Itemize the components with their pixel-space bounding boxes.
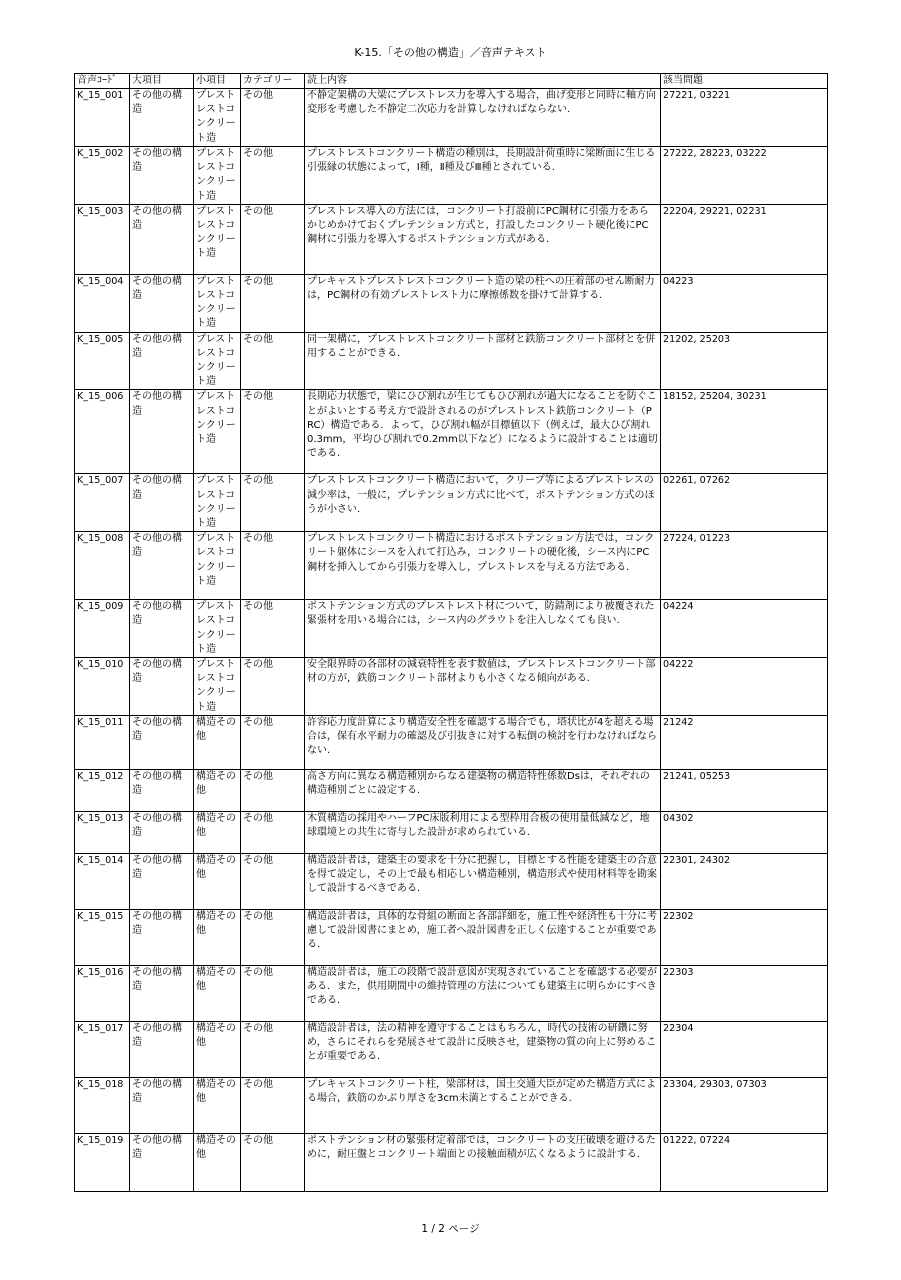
row-read-text: 許容応力度計算により構造安全性を確認する場合でも，塔状比が4を超える場合は，保有水平耐力の確認及び引抜きに対する転倒の検討を行わなければならない. [305, 715, 661, 769]
row-related-questions: 04223 [661, 274, 828, 332]
table-row [75, 965, 828, 1021]
row-read-text: プレキャストプレストレストコンクリート造の梁の柱への圧着部のせん断耐力は，PC鋼材の有効プレストレスト力に摩擦係数を掛けて計算する. [305, 274, 661, 332]
row-read-text: 同一架構に，プレストレストコンクリート部材と鉄筋コンクリート部材とを併用することができる. [305, 332, 661, 390]
row-major-item: その他の構造 [130, 147, 194, 205]
table-row [75, 1133, 828, 1191]
row-category: その他 [241, 715, 305, 769]
row-minor-item: 構造その他 [194, 1133, 241, 1191]
table-header-row [75, 74, 828, 89]
row-major-item: その他の構造 [130, 390, 194, 474]
row-code: K_15_004 [75, 274, 130, 332]
row-minor-item: プレストレストコンクリート造 [194, 332, 241, 390]
row-major-item: その他の構造 [130, 600, 194, 658]
row-code: K_15_006 [75, 390, 130, 474]
row-code: K_15_018 [75, 1077, 130, 1133]
table-row [75, 1077, 828, 1133]
row-minor-item: 構造その他 [194, 909, 241, 965]
row-minor-item: プレストレストコンクリート造 [194, 89, 241, 147]
row-major-item: その他の構造 [130, 811, 194, 853]
table-row [75, 1021, 828, 1077]
row-major-item: その他の構造 [130, 204, 194, 274]
row-related-questions: 22304 [661, 1021, 828, 1077]
row-category: その他 [241, 390, 305, 474]
header-code: 音声ｺｰﾄﾞ [75, 74, 130, 89]
row-category: その他 [241, 474, 305, 532]
row-major-item: その他の構造 [130, 965, 194, 1021]
row-related-questions: 23304, 29303, 07303 [661, 1077, 828, 1133]
table-row [75, 147, 828, 205]
row-minor-item: 構造その他 [194, 715, 241, 769]
row-category: その他 [241, 1133, 305, 1191]
row-major-item: その他の構造 [130, 853, 194, 909]
row-read-text: 構造設計者は，法の精神を遵守することはもちろん，時代の技術の研鑽に努め，さらにそれらを発展させて設計に反映させ，建築物の質の向上に努めることが重要である. [305, 1021, 661, 1077]
row-related-questions: 21202, 25203 [661, 332, 828, 390]
table-row [75, 909, 828, 965]
row-major-item: その他の構造 [130, 532, 194, 600]
row-related-questions: 21242 [661, 715, 828, 769]
row-minor-item: 構造その他 [194, 1077, 241, 1133]
row-major-item: その他の構造 [130, 909, 194, 965]
row-minor-item: プレストレストコンクリート造 [194, 532, 241, 600]
table-row [75, 89, 828, 147]
row-code: K_15_013 [75, 811, 130, 853]
row-related-questions: 02261, 07262 [661, 474, 828, 532]
row-read-text: ポストテンション材の緊張材定着部では，コンクリートの支圧破壊を避けるために，耐圧盤とコンクリート端面との接触面積が広くなるように設計する. [305, 1133, 661, 1191]
row-category: その他 [241, 853, 305, 909]
row-read-text: 構造設計者は，建築主の要求を十分に把握し，目標とする性能を建築主の合意を得て設定し，その上で最も相応しい構造種別，構造形式や使用材料等を勘案して設計するべきである. [305, 853, 661, 909]
table-row [75, 332, 828, 390]
row-minor-item: プレストレストコンクリート造 [194, 147, 241, 205]
row-category: その他 [241, 274, 305, 332]
row-category: その他 [241, 965, 305, 1021]
row-category: その他 [241, 532, 305, 600]
table-row [75, 658, 828, 716]
row-minor-item: 構造その他 [194, 769, 241, 811]
row-category: その他 [241, 1021, 305, 1077]
row-code: K_15_009 [75, 600, 130, 658]
table-row [75, 600, 828, 658]
table-row [75, 769, 828, 811]
row-related-questions: 22303 [661, 965, 828, 1021]
row-category: その他 [241, 811, 305, 853]
row-related-questions: 27222, 28223, 03222 [661, 147, 828, 205]
row-code: K_15_019 [75, 1133, 130, 1191]
row-major-item: その他の構造 [130, 274, 194, 332]
row-code: K_15_017 [75, 1021, 130, 1077]
row-major-item: その他の構造 [130, 474, 194, 532]
row-category: その他 [241, 332, 305, 390]
row-related-questions: 27221, 03221 [661, 89, 828, 147]
row-related-questions: 21241, 05253 [661, 769, 828, 811]
table-row [75, 715, 828, 769]
row-major-item: その他の構造 [130, 332, 194, 390]
row-read-text: プレストレストコンクリート構造の種別は，長期設計荷重時に梁断面に生じる引張縁の状態によって，Ⅰ種，Ⅱ種及びⅢ種とされている. [305, 147, 661, 205]
row-read-text: プレストレストコンクリート構造におけるポストテンション方法では，コンクリート躯体にシースを入れて打込み，コンクリートの硬化後，シース内にPC鋼材を挿入してから引張力を導入し，プレストレスを与える方法である. [305, 532, 661, 600]
row-read-text: 構造設計者は，具体的な骨組の断面と各部詳細を，施工性や経済性も十分に考慮して設計図書にまとめ，施工者へ設計図書を正しく伝達することが重要である. [305, 909, 661, 965]
table-row [75, 532, 828, 600]
table-row [75, 274, 828, 332]
row-code: K_15_005 [75, 332, 130, 390]
row-read-text: 不静定架構の大梁にプレストレス力を導入する場合，曲げ変形と同時に軸方向変形を考慮した不静定二次応力を計算しなければならない. [305, 89, 661, 147]
row-category: その他 [241, 600, 305, 658]
row-minor-item: プレストレストコンクリート造 [194, 204, 241, 274]
row-code: K_15_003 [75, 204, 130, 274]
row-code: K_15_010 [75, 658, 130, 716]
row-major-item: その他の構造 [130, 1133, 194, 1191]
row-minor-item: 構造その他 [194, 965, 241, 1021]
row-category: その他 [241, 89, 305, 147]
row-code: K_15_014 [75, 853, 130, 909]
row-minor-item: プレストレストコンクリート造 [194, 658, 241, 716]
row-related-questions: 22301, 24302 [661, 853, 828, 909]
row-minor-item: 構造その他 [194, 853, 241, 909]
row-category: その他 [241, 769, 305, 811]
row-major-item: その他の構造 [130, 1021, 194, 1077]
row-code: K_15_007 [75, 474, 130, 532]
row-read-text: 構造設計者は，施工の段階で設計意図が実現されていることを確認する必要がある．また，供用期間中の維持管理の方法についても建築主に明らかにすべきである. [305, 965, 661, 1021]
row-minor-item: 構造その他 [194, 1021, 241, 1077]
table-row [75, 853, 828, 909]
row-related-questions: 01222, 07224 [661, 1133, 828, 1191]
header-ref: 該当問題 [661, 74, 828, 89]
row-read-text: プレストレストコンクリート構造において，クリープ等によるプレストレスの減少率は，一般に，プレテンション方式に比べて，ポストテンション方式のほうが小さい. [305, 474, 661, 532]
row-related-questions: 22302 [661, 909, 828, 965]
row-minor-item: 構造その他 [194, 811, 241, 853]
row-read-text: ポストテンション方式のプレストレスト材について，防錆剤により被覆された緊張材を用いる場合には，シース内のグラウトを注入しなくても良い. [305, 600, 661, 658]
row-related-questions: 04302 [661, 811, 828, 853]
row-read-text: 木質構造の採用やハーフPC床版利用による型枠用合板の使用量低減など，地球環境との共生に寄与した設計が求められている. [305, 811, 661, 853]
header-major: 大項目 [130, 74, 194, 89]
voice-text-table [74, 73, 828, 1192]
row-code: K_15_011 [75, 715, 130, 769]
row-code: K_15_012 [75, 769, 130, 811]
header-category: カテゴリー [241, 74, 305, 89]
row-code: K_15_001 [75, 89, 130, 147]
row-major-item: その他の構造 [130, 715, 194, 769]
page-footer: 1 / 2 ページ [421, 1223, 480, 1235]
row-read-text: 高さ方向に異なる構造種別からなる建築物の構造特性係数Dsは，それぞれの構造種別ごとに設定する. [305, 769, 661, 811]
page-title: K-15.「その他の構造」／音声テキスト [354, 46, 547, 59]
row-minor-item: プレストレストコンクリート造 [194, 474, 241, 532]
table-row [75, 474, 828, 532]
row-code: K_15_002 [75, 147, 130, 205]
row-category: その他 [241, 1077, 305, 1133]
row-major-item: その他の構造 [130, 658, 194, 716]
row-related-questions: 27224, 01223 [661, 532, 828, 600]
row-minor-item: プレストレストコンクリート造 [194, 274, 241, 332]
row-category: その他 [241, 658, 305, 716]
header-text: 読上内容 [305, 74, 661, 89]
table-row [75, 811, 828, 853]
row-category: その他 [241, 204, 305, 274]
row-category: その他 [241, 147, 305, 205]
row-code: K_15_016 [75, 965, 130, 1021]
row-read-text: 長期応力状態で，梁にひび割れが生じてもひび割れが過大になることを防ぐことがよいとする考え方で設計されるのがプレストレスト鉄筋コンクリート（PRC）構造である．よって，ひび割れ幅が目標値以下（例えば，最大ひび割れ0.3mm，平均ひび割れで0.2mm以下など）になるように設計することは適切である. [305, 390, 661, 474]
row-related-questions: 04224 [661, 600, 828, 658]
row-code: K_15_015 [75, 909, 130, 965]
row-category: その他 [241, 909, 305, 965]
row-code: K_15_008 [75, 532, 130, 600]
row-major-item: その他の構造 [130, 1077, 194, 1133]
row-major-item: その他の構造 [130, 769, 194, 811]
header-minor: 小項目 [194, 74, 241, 89]
row-minor-item: プレストレストコンクリート造 [194, 390, 241, 474]
table-row [75, 390, 828, 474]
table-row [75, 204, 828, 274]
row-related-questions: 04222 [661, 658, 828, 716]
row-related-questions: 22204, 29221, 02231 [661, 204, 828, 274]
row-read-text: 安全限界時の各部材の減衰特性を表す数値は，プレストレストコンクリート部材の方が，鉄筋コンクリート部材よりも小さくなる傾向がある. [305, 658, 661, 716]
row-read-text: プレキャストコンクリート柱，梁部材は，国土交通大臣が定めた構造方式による場合，鉄筋のかぶり厚さを3cm未満とすることができる. [305, 1077, 661, 1133]
row-related-questions: 18152, 25204, 30231 [661, 390, 828, 474]
row-minor-item: プレストレストコンクリート造 [194, 600, 241, 658]
row-major-item: その他の構造 [130, 89, 194, 147]
row-read-text: プレストレス導入の方法には，コンクリート打設前にPC鋼材に引張力をあらかじめかけておくプレテンション方式と，打設したコンクリート硬化後にPC鋼材に引張力を導入するポストテンション方式がある. [305, 204, 661, 274]
